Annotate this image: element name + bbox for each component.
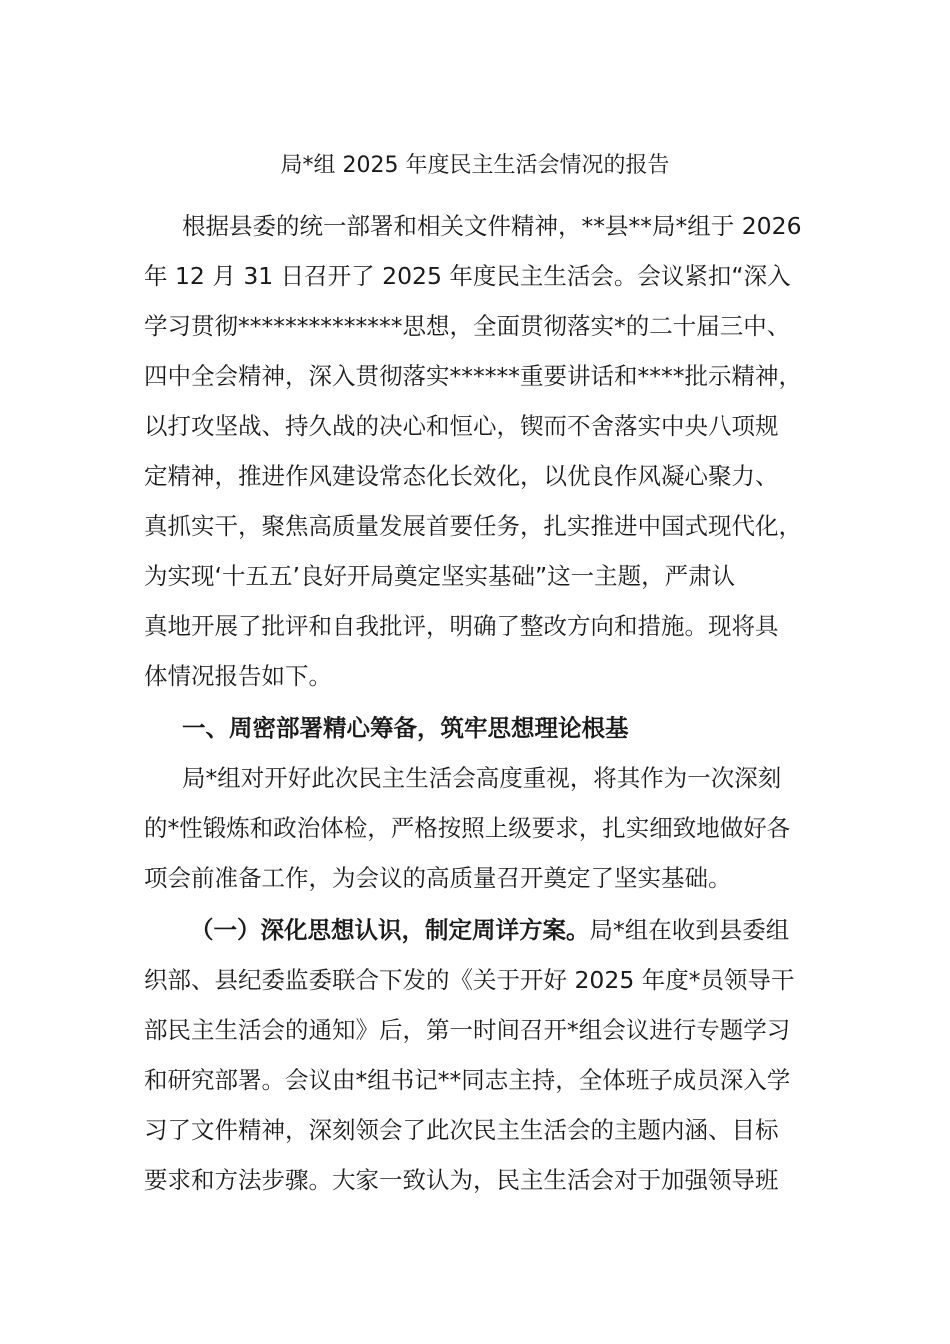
document-title: 局*组 2025 年度民主生活会情况的报告 — [280, 153, 670, 178]
paragraph-line: 为实现‘十五五’良好开局奠定坚实基础”这一主题，严肃认 — [144, 562, 736, 590]
paragraph-line: 要求和方法步骤。大家一致认为，民主生活会对于加强领导班 — [144, 1166, 779, 1194]
paragraph-line: 体情况报告如下。 — [144, 662, 332, 690]
paragraph-line: 以打攻坚战、持久战的决心和恒心，锲而不舍落实中央八项规 — [144, 412, 779, 440]
subsection-line — [190, 912, 789, 948]
paragraph-line: 年 12 月 31 日召开了 2025 年度民主生活会。会议紧扣“深入 — [144, 262, 791, 290]
subsection-text: 局*组在收到县委组 — [589, 916, 790, 944]
paragraph-line: 和研究部署。会议由*组书记**同志主持，全体班子成员深入学 — [144, 1066, 791, 1094]
paragraph-line: 局*组对开好此次民主生活会高度重视，将其作为一次深刻 — [182, 764, 782, 792]
paragraph-line: 部民主生活会的通知》后，第一时间召开*组会议进行专题学习 — [144, 1016, 791, 1044]
paragraph-line: 四中全会精神，深入贯彻落实******重要讲话和****批示精神， — [144, 362, 802, 390]
paragraph-line: 织部、县纪委监委联合下发的《关于开好 2025 年度*员领导干 — [144, 966, 795, 994]
section-heading: 一、周密部署精心筹备，筑牢思想理论根基 — [182, 714, 629, 742]
paragraph-line: 定精神，推进作风建设常态化长效化，以优良作风凝心聚力、 — [144, 462, 779, 490]
paragraph-line: 真抓实干，聚焦高质量发展首要任务，扎实推进中国式现代化， — [144, 512, 802, 540]
paragraph-line: 习了文件精神，深刻领会了此次民主生活会的主题内涵、目标 — [144, 1116, 779, 1144]
paragraph-line: 学习贯彻**************思想，全面贯彻落实*的二十届三中、 — [144, 312, 791, 340]
paragraph-line: 真地开展了批评和自我批评，明确了整改方向和措施。现将具 — [144, 612, 779, 640]
subsection-heading: （一）深化思想认识，制定周详方案。 — [190, 916, 590, 944]
paragraph-line: 根据县委的统一部署和相关文件精神，**县**局*组于 2026 — [182, 212, 802, 240]
paragraph-line: 项会前准备工作，为会议的高质量召开奠定了坚实基础。 — [144, 864, 732, 892]
paragraph-line: 的*性锻炼和政治体检，严格按照上级要求，扎实细致地做好各 — [144, 814, 791, 842]
